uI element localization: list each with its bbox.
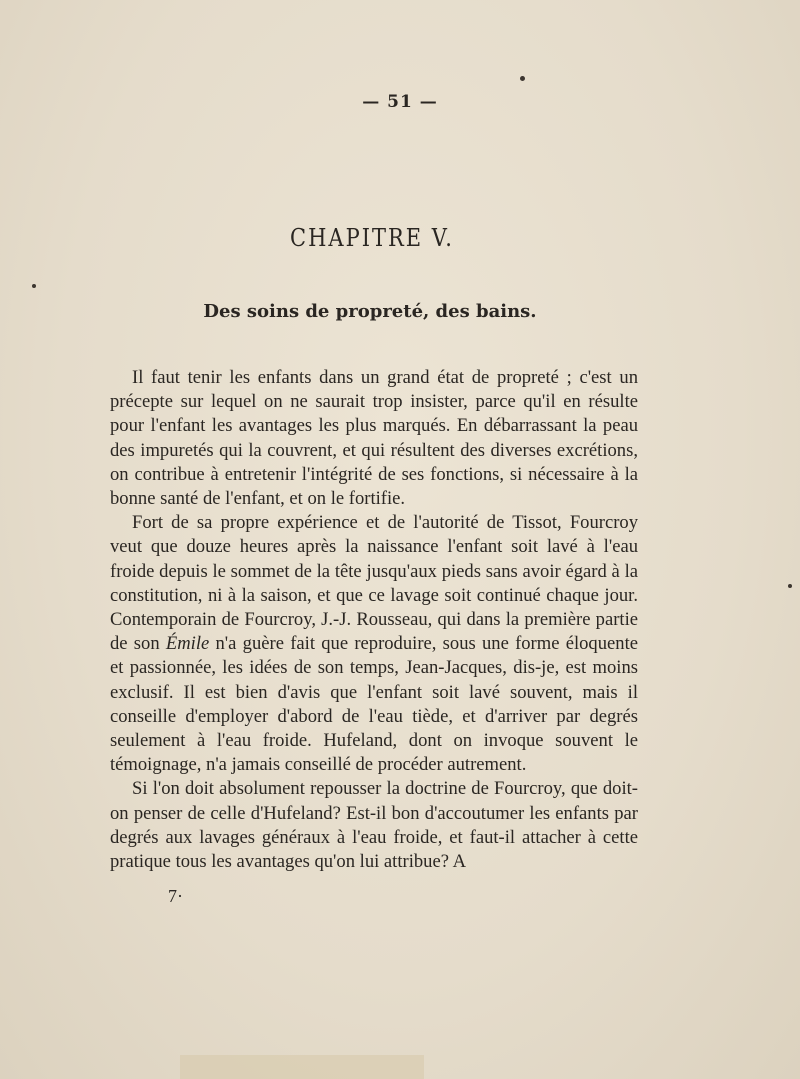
ink-spot (788, 584, 792, 588)
paragraph-text: n'a guère fait que reproduire, sous une forme éloquente et passionnée, les idées de son temps, Jean-Jacques, dis-je, est moins exclusif. Il est bien d'avis que l'enfant soit lavé souvent, mais il conseille d'employer d'abord de l'eau tiède, et d'arriver par degrés seulement à l'eau froide. Hufeland, dont on invoque souvent le témoignage, n'a jamais conseillé de procéder autrement. (110, 633, 638, 776)
signature-mark: 7· (168, 886, 183, 906)
chapter-title: CHAPITRE V. (290, 224, 454, 252)
ink-spot (520, 76, 525, 81)
paper-stain (180, 1055, 424, 1079)
paragraph (110, 366, 638, 511)
paragraph-text: Si l'on doit absolument repousser la doctrine de Fourcroy, que doit-on penser de celle d'Hufeland? Est-il bon d'accoutumer les enfants par degrés aux lavages généraux à l'eau froide, et faut-il attacher à cette pratique tous les avantages qu'on lui attribue? A (110, 778, 638, 873)
paragraph-text: Il faut tenir les enfants dans un grand état de propreté ; c'est un précepte sur lequel on ne saurait trop insister, parce qu'il en résulte pour l'enfant les avantages les plus marqués. En débarrassant la peau des impuretés qui la couvrent, et qui résultent des diverses excrétions, on contribue à entretenir l'intégrité de ses fonctions, si nécessaire à la bonne santé de l'enfant, et on le fortifie. (110, 367, 638, 510)
paragraph (110, 511, 638, 777)
ink-spot (32, 284, 36, 288)
book-title-emphasis: Émile (165, 633, 210, 655)
paragraph-text: Fort de sa propre expérience et de l'autorité de Tissot, Fourcroy veut que douze heures après la naissance l'enfant soit lavé à l'eau froide depuis le sommet de la tête jusqu'aux pieds sans avoir égard à la constitution, ni à la saison, et que ce lavage soit continué chaque jour. Contemporain de Fourcroy, J.-J. Rousseau, qui dans la première partie de son (110, 512, 638, 655)
body-text (110, 366, 638, 874)
paragraph (110, 777, 638, 874)
page-number: — 51 — (362, 92, 438, 112)
section-title: Des soins de propreté, des bains. (203, 301, 537, 322)
